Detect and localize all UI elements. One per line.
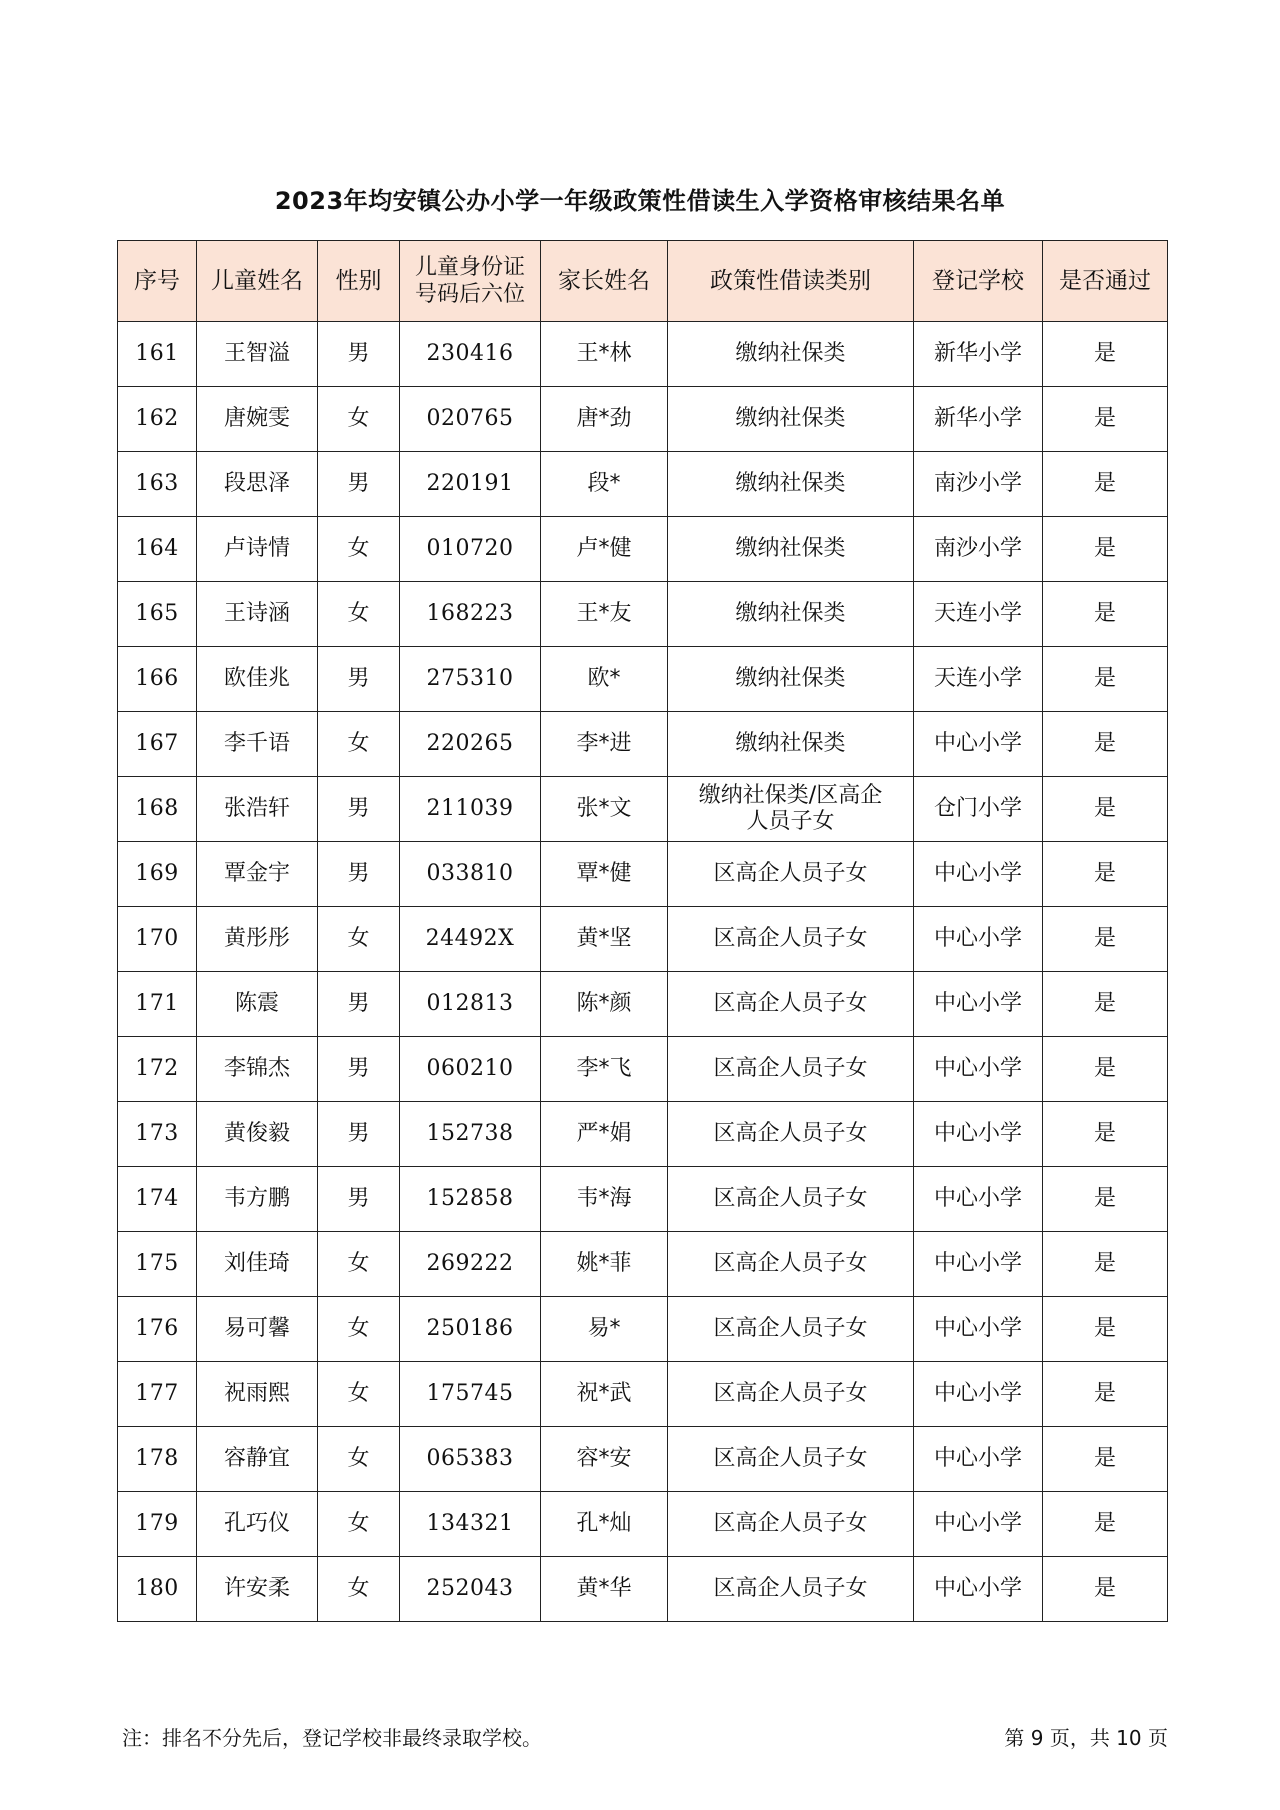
cell-gender: 男 <box>318 322 400 387</box>
cell-category: 缴纳社保类 <box>668 322 914 387</box>
cell-gender: 男 <box>318 1167 400 1232</box>
cell-passed: 是 <box>1043 972 1168 1037</box>
cell-id-last6: 24492X <box>400 907 541 972</box>
cell-gender: 男 <box>318 777 400 842</box>
cell-gender: 女 <box>318 1492 400 1557</box>
cell-gender: 女 <box>318 907 400 972</box>
cell-child-name: 陈震 <box>197 972 318 1037</box>
table-row <box>118 1492 1168 1557</box>
cell-parent-name: 王*友 <box>541 582 668 647</box>
cell-child-name: 段思泽 <box>197 452 318 517</box>
cell-child-name: 张浩轩 <box>197 777 318 842</box>
cell-parent-name: 李*飞 <box>541 1037 668 1102</box>
cell-passed: 是 <box>1043 582 1168 647</box>
cell-gender: 男 <box>318 647 400 712</box>
cell-school: 中心小学 <box>914 1102 1043 1167</box>
page-indicator: 第 9 页，共 10 页 <box>1004 1726 1168 1750</box>
cell-passed: 是 <box>1043 1362 1168 1427</box>
cell-category-line1: 缴纳社保类/区高企 <box>698 783 883 808</box>
cell-id-last6: 010720 <box>400 517 541 582</box>
cell-category: 区高企人员子女 <box>668 1557 914 1622</box>
cell-school: 天连小学 <box>914 647 1043 712</box>
page-title: 2023年均安镇公办小学一年级政策性借读生入学资格审核结果名单 <box>274 187 1006 215</box>
cell-school: 中心小学 <box>914 1037 1043 1102</box>
cell-id-last6: 252043 <box>400 1557 541 1622</box>
cell-category: 缴纳社保类 <box>668 647 914 712</box>
cell-category: 缴纳社保类 <box>668 452 914 517</box>
cell-category: 区高企人员子女 <box>668 1427 914 1492</box>
cell-school: 中心小学 <box>914 1557 1043 1622</box>
table-row <box>118 387 1168 452</box>
cell-school: 中心小学 <box>914 907 1043 972</box>
cell-seq: 176 <box>118 1297 197 1362</box>
cell-school: 中心小学 <box>914 972 1043 1037</box>
cell-seq: 178 <box>118 1427 197 1492</box>
cell-seq: 165 <box>118 582 197 647</box>
cell-parent-name: 欧* <box>541 647 668 712</box>
cell-gender: 女 <box>318 712 400 777</box>
cell-parent-name: 容*安 <box>541 1427 668 1492</box>
cell-gender: 男 <box>318 842 400 907</box>
cell-passed: 是 <box>1043 1232 1168 1297</box>
cell-category: 区高企人员子女 <box>668 842 914 907</box>
cell-child-name: 卢诗情 <box>197 517 318 582</box>
cell-school: 中心小学 <box>914 712 1043 777</box>
cell-category: 区高企人员子女 <box>668 1362 914 1427</box>
cell-seq: 177 <box>118 1362 197 1427</box>
cell-school: 新华小学 <box>914 322 1043 387</box>
cell-child-name: 刘佳琦 <box>197 1232 318 1297</box>
cell-child-name: 欧佳兆 <box>197 647 318 712</box>
cell-child-name: 王诗涵 <box>197 582 318 647</box>
cell-parent-name: 覃*健 <box>541 842 668 907</box>
cell-passed: 是 <box>1043 1102 1168 1167</box>
cell-seq: 167 <box>118 712 197 777</box>
cell-seq: 171 <box>118 972 197 1037</box>
cell-category: 区高企人员子女 <box>668 1037 914 1102</box>
cell-seq: 180 <box>118 1557 197 1622</box>
cell-category: 区高企人员子女 <box>668 1102 914 1167</box>
cell-parent-name: 陈*颜 <box>541 972 668 1037</box>
cell-school: 南沙小学 <box>914 517 1043 582</box>
cell-child-name: 祝雨熙 <box>197 1362 318 1427</box>
cell-child-name: 唐婉雯 <box>197 387 318 452</box>
cell-id-last6: 065383 <box>400 1427 541 1492</box>
cell-passed: 是 <box>1043 452 1168 517</box>
cell-school: 中心小学 <box>914 1297 1043 1362</box>
header-parent-name: 家长姓名 <box>541 241 668 322</box>
table-row <box>118 1037 1168 1102</box>
cell-seq: 170 <box>118 907 197 972</box>
cell-id-last6: 211039 <box>400 777 541 842</box>
cell-id-last6: 175745 <box>400 1362 541 1427</box>
cell-id-last6: 168223 <box>400 582 541 647</box>
cell-id-last6: 230416 <box>400 322 541 387</box>
table-row <box>118 972 1168 1037</box>
cell-category: 区高企人员子女 <box>668 907 914 972</box>
cell-seq: 179 <box>118 1492 197 1557</box>
cell-seq: 168 <box>118 777 197 842</box>
table-row <box>118 322 1168 387</box>
table-row <box>118 842 1168 907</box>
cell-category <box>668 777 914 842</box>
cell-passed: 是 <box>1043 712 1168 777</box>
table-row <box>118 517 1168 582</box>
cell-seq: 175 <box>118 1232 197 1297</box>
cell-seq: 174 <box>118 1167 197 1232</box>
cell-passed: 是 <box>1043 322 1168 387</box>
cell-school: 中心小学 <box>914 1232 1043 1297</box>
cell-seq: 162 <box>118 387 197 452</box>
cell-parent-name: 张*文 <box>541 777 668 842</box>
cell-id-last6: 033810 <box>400 842 541 907</box>
table-row <box>118 582 1168 647</box>
cell-gender: 女 <box>318 1557 400 1622</box>
cell-passed: 是 <box>1043 387 1168 452</box>
table-row <box>118 452 1168 517</box>
cell-parent-name: 段* <box>541 452 668 517</box>
cell-parent-name: 卢*健 <box>541 517 668 582</box>
cell-gender: 女 <box>318 1232 400 1297</box>
cell-gender: 男 <box>318 972 400 1037</box>
table-row <box>118 712 1168 777</box>
cell-child-name: 许安柔 <box>197 1557 318 1622</box>
cell-seq: 161 <box>118 322 197 387</box>
cell-id-last6: 220265 <box>400 712 541 777</box>
cell-child-name: 李千语 <box>197 712 318 777</box>
cell-gender: 男 <box>318 1102 400 1167</box>
cell-id-last6: 220191 <box>400 452 541 517</box>
cell-school: 仓门小学 <box>914 777 1043 842</box>
cell-passed: 是 <box>1043 842 1168 907</box>
cell-category: 区高企人员子女 <box>668 972 914 1037</box>
table-header-row <box>118 241 1168 322</box>
cell-seq: 164 <box>118 517 197 582</box>
cell-category-line2: 人员子女 <box>746 809 835 834</box>
header-id-last6 <box>400 241 541 322</box>
cell-passed: 是 <box>1043 647 1168 712</box>
cell-passed: 是 <box>1043 1297 1168 1362</box>
table-row <box>118 777 1168 842</box>
cell-category: 缴纳社保类 <box>668 582 914 647</box>
cell-id-last6: 012813 <box>400 972 541 1037</box>
cell-passed: 是 <box>1043 1492 1168 1557</box>
header-child-name: 儿童姓名 <box>197 241 318 322</box>
header-gender: 性别 <box>318 241 400 322</box>
cell-gender: 女 <box>318 1427 400 1492</box>
cell-parent-name: 黄*坚 <box>541 907 668 972</box>
cell-parent-name: 易* <box>541 1297 668 1362</box>
cell-seq: 166 <box>118 647 197 712</box>
cell-category: 区高企人员子女 <box>668 1297 914 1362</box>
cell-school: 新华小学 <box>914 387 1043 452</box>
cell-parent-name: 王*林 <box>541 322 668 387</box>
cell-school: 天连小学 <box>914 582 1043 647</box>
cell-passed: 是 <box>1043 907 1168 972</box>
cell-category: 区高企人员子女 <box>668 1232 914 1297</box>
cell-id-last6: 250186 <box>400 1297 541 1362</box>
cell-school: 中心小学 <box>914 842 1043 907</box>
cell-gender: 女 <box>318 517 400 582</box>
cell-passed: 是 <box>1043 1557 1168 1622</box>
header-seq: 序号 <box>118 241 197 322</box>
cell-seq: 163 <box>118 452 197 517</box>
result-table <box>117 240 1168 1622</box>
cell-id-last6: 134321 <box>400 1492 541 1557</box>
cell-id-last6: 275310 <box>400 647 541 712</box>
table-row <box>118 907 1168 972</box>
cell-gender: 女 <box>318 1362 400 1427</box>
cell-child-name: 黄俊毅 <box>197 1102 318 1167</box>
header-id-last6-line1: 儿童身份证 <box>414 255 525 280</box>
cell-school: 中心小学 <box>914 1167 1043 1232</box>
cell-category: 缴纳社保类 <box>668 517 914 582</box>
cell-parent-name: 孔*灿 <box>541 1492 668 1557</box>
cell-child-name: 李锦杰 <box>197 1037 318 1102</box>
cell-child-name: 孔巧仪 <box>197 1492 318 1557</box>
cell-gender: 男 <box>318 452 400 517</box>
header-id-last6-line2: 号码后六位 <box>414 282 525 307</box>
cell-id-last6: 060210 <box>400 1037 541 1102</box>
table-row <box>118 1427 1168 1492</box>
header-school: 登记学校 <box>914 241 1043 322</box>
table-row <box>118 1167 1168 1232</box>
cell-seq: 169 <box>118 842 197 907</box>
cell-id-last6: 152858 <box>400 1167 541 1232</box>
cell-gender: 男 <box>318 1037 400 1102</box>
cell-parent-name: 唐*劲 <box>541 387 668 452</box>
table-row <box>118 1297 1168 1362</box>
cell-child-name: 韦方鹏 <box>197 1167 318 1232</box>
cell-seq: 172 <box>118 1037 197 1102</box>
cell-parent-name: 黄*华 <box>541 1557 668 1622</box>
cell-child-name: 容静宜 <box>197 1427 318 1492</box>
table-row <box>118 1102 1168 1167</box>
table-body <box>118 322 1168 1622</box>
cell-school: 南沙小学 <box>914 452 1043 517</box>
cell-category: 缴纳社保类 <box>668 712 914 777</box>
cell-passed: 是 <box>1043 1037 1168 1102</box>
cell-child-name: 王智溢 <box>197 322 318 387</box>
cell-category: 区高企人员子女 <box>668 1492 914 1557</box>
header-passed: 是否通过 <box>1043 241 1168 322</box>
cell-category: 区高企人员子女 <box>668 1167 914 1232</box>
footer-note: 注：排名不分先后，登记学校非最终录取学校。 <box>122 1726 542 1750</box>
table-row <box>118 647 1168 712</box>
cell-gender: 女 <box>318 1297 400 1362</box>
cell-child-name: 覃金宇 <box>197 842 318 907</box>
cell-parent-name: 韦*海 <box>541 1167 668 1232</box>
cell-category: 缴纳社保类 <box>668 387 914 452</box>
cell-id-last6: 152738 <box>400 1102 541 1167</box>
cell-passed: 是 <box>1043 1427 1168 1492</box>
cell-parent-name: 姚*菲 <box>541 1232 668 1297</box>
table-row <box>118 1362 1168 1427</box>
cell-id-last6: 020765 <box>400 387 541 452</box>
header-category: 政策性借读类别 <box>668 241 914 322</box>
cell-child-name: 易可馨 <box>197 1297 318 1362</box>
cell-seq: 173 <box>118 1102 197 1167</box>
cell-parent-name: 严*娟 <box>541 1102 668 1167</box>
cell-id-last6: 269222 <box>400 1232 541 1297</box>
cell-gender: 女 <box>318 387 400 452</box>
cell-child-name: 黄彤彤 <box>197 907 318 972</box>
cell-school: 中心小学 <box>914 1492 1043 1557</box>
cell-passed: 是 <box>1043 517 1168 582</box>
cell-passed: 是 <box>1043 1167 1168 1232</box>
cell-passed: 是 <box>1043 777 1168 842</box>
cell-parent-name: 祝*武 <box>541 1362 668 1427</box>
cell-parent-name: 李*进 <box>541 712 668 777</box>
cell-school: 中心小学 <box>914 1427 1043 1492</box>
cell-school: 中心小学 <box>914 1362 1043 1427</box>
cell-gender: 女 <box>318 582 400 647</box>
table-row <box>118 1232 1168 1297</box>
table-row <box>118 1557 1168 1622</box>
